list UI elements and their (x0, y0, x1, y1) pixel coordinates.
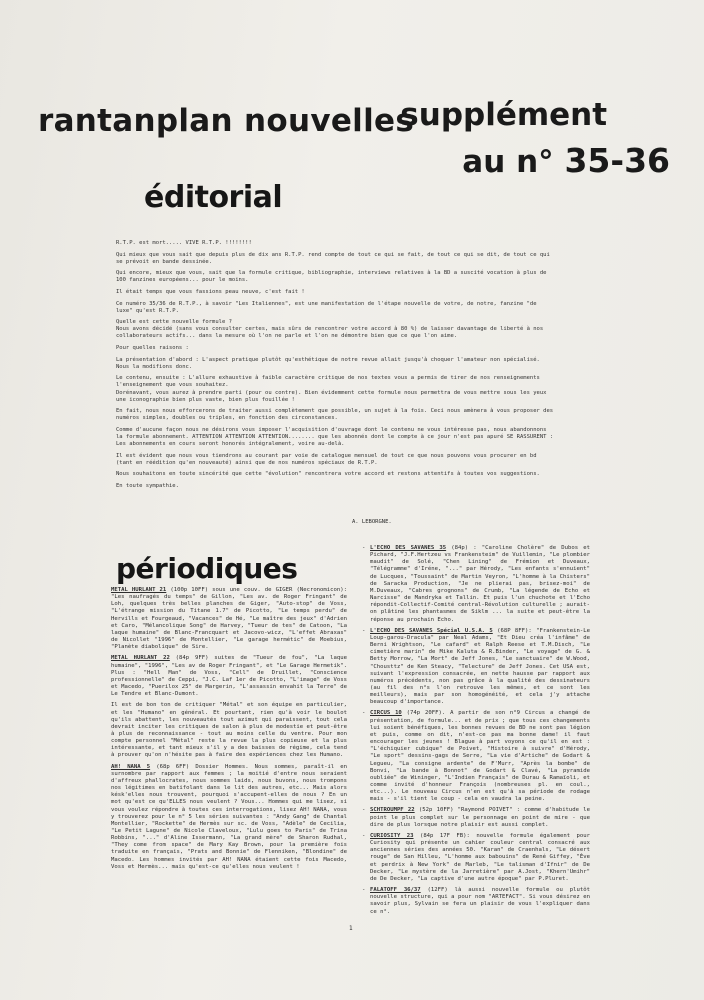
review-body: (52p 10FF) "Raymond POIVET" : comme d'habitude le point le plus complet sur le personnage en point de mire - que dire de plus lorsque notre plaisir est aussi complet. (370, 807, 591, 828)
bullet-dash: - (362, 710, 366, 717)
editorial-paragraph: Qui mieux que vous sait que depuis plus de dix ans R.T.P. rend compte de tout ce qui se fait, de tout ce qui se dit, de tout ce qui se prévoit en bande dessinée. (116, 251, 550, 265)
periodiques-left-column (111, 587, 347, 875)
review-body: (68P 8FF): "Frankenstein-Le Loup-garou-Dracula" par Neal Adams, "Et Dieu créa l'infâme" de Berni Wrightson, "Le cafard" et Ralph Reese et T.M.Disch, "Le cimetière marin" de Mike Kaluta & R.Binder, "Le voyage" de G. & Betty Morrow, "La Mort" de Jeff Jones, "Le sanctuaire" de W.Wood, "Chousttz" de Ken Steacy, "Telecture" de Jeff Jones. Cet USA est, suivant l'expression consacrée, en nette hausse par rapport aux numéros précédents, non pas grâce à la qualité des dessinateurs (au fil des n°s l'on retrouve les mêmes, et ce sont les meilleurs), mais par son homogénéité, et cela j'y attache beaucoup d'importance. (370, 627, 590, 706)
review-title: METAL HURLANT 22 (111, 655, 170, 662)
supplement-label: supplément (400, 97, 608, 133)
review-entry (362, 545, 590, 624)
review-body: (84p) : "Caroline Cholère" de Dubos et Pichard, "J.F.Hertzeu vs Frankensteim" de Vuillemin, "Le plombier maudit" de Solé, "Chen Lining" de Frémion et Duveaux, "Télégramme" d'Iréne, "..." par Hérody, "Les enfants s'ennuient" de Lucques, "Toussaint" de Martin Veyron, "L'homme à la Chisters" de Saracka Production, "Je ne plierai pas, brisez-moi" de M.Duveaux, "Cabres grognons" de Crumb, "La légende de Echo et Narcisse" de Mandryka et Tallin. Et puis l'un chuchote et l'Echo répondit-Collectif-Comité central-Révolution culturelle ; aurait-on plâtiné les phantasmes de Siklm ... la suite et peut-être la réponse au prochain Echo. (370, 545, 590, 623)
review-title: METAL HURLANT 21 (111, 587, 167, 593)
bullet-dash: - (362, 887, 366, 894)
editorial-paragraph: En toute sympathie. (116, 482, 179, 489)
review-title: AH! NANA 5 (111, 763, 151, 770)
editorial-paragraph: Pour quelles raisons : (116, 345, 189, 352)
review-entry (111, 702, 347, 759)
issue-number: 35-36 (564, 141, 670, 180)
review-title: SCHTROUMPF 22 (370, 807, 415, 814)
review-title: CURIOSITY 23 (370, 832, 414, 839)
review-entry (362, 710, 590, 803)
review-entry (362, 833, 590, 883)
magazine-title: rantanplan nouvelles (38, 103, 415, 139)
review-body: (100p 10FF) sous une couv. de GIGER (Necronomicon): "Les naufragés du temps" de Gillon, "Les av. de Roger Fringant" de Loh, quelques très belles planches de Giger, "Auto-stop" de Voss, "L'étrange mission du Titane 1.7" de Picotto, "Le temps perdu" de Hervills et Fourgeaud, "Vacances" de Hé, "Le maître des jeux" d'Adrien et Caro, "Mélancolique Song" de Harvey, "Tueur de tes" de Catoon, "La laque humaine" de Blanc-Francquart et Jacovo-wicz, "L'effet Abraxas" de Nicollet "1996" de Montellier, "Le garage hermétic" de Moebius, "Planète diabolique" de Sire. (111, 587, 347, 651)
editorial-paragraph: Qui encore, mieux que vous, sait que la formule critique, bibliographie, interviews relatives à la BD a suscité vocation à plus de 100 fanzines européens... pour le moins. (116, 270, 547, 284)
bullet-dash: - (362, 807, 366, 814)
page-number: 1 (349, 925, 353, 932)
review-body: Il est de bon ton de critiquer "Métal" et son équipe en particulier, et les "Humano" en général. Et pourtant, rien qu'à voir le boulot qu'ils abattent, les nouveautés tout azimut qui paraissent, tout cela devrait inciter les critiques de salon à plus de modestie et peut-être à plus de reconnaissance - tout au moins celle du ventre. Pour mon compte personnel "Métal" reste la revue la plus copieuse et la plus intéressante, et tant mieux s'il y a des baisses de régime, cela tend à prouver qu'on n'hésite pas à faire des expériences chez les Humano. (111, 702, 347, 759)
editorial-paragraph: La présentation d'abord : L'aspect pratique plutôt qu'esthétique de notre revue allait jusqu'à choquer l'amateur non spécialisé. Nous la modifions donc. (116, 356, 540, 370)
review-entry (111, 764, 347, 871)
editorial-title: éditorial (144, 180, 283, 215)
review-title: L'ECHO DES SAVANES Spécial U.S.A. 5 (370, 627, 493, 634)
editorial-paragraph: Il est évident que nous vous tiendrons au courant par voie de catalogue mensuel de tout ce que nous pouvons vous procurer en bd (tant en réédition qu'en nouveauté) ainsi que de nos numéros spéciaux de R.T.P. (116, 452, 537, 466)
supplement-heading (400, 92, 670, 185)
review-entry (111, 655, 347, 698)
review-body: (12FF) là aussi nouvelle formule ou plutôt nouvelle structure, qui a pour nom "ARTEFACT". Si vous désirez en savoir plus, Sylvain se fera un plaisir de vous l'expliquer dans ce n°. (370, 887, 590, 915)
review-body: (74p 20FF). A partir de son n°9 Circus a changé de présentation, de formule... et de prix ; que tous ces changements lui soient bénéfiques, les bonnes revues de BD ne sont pas légion et puis, comme on dit, n'est-ce pas ma bonne dame! il faut encourager les jeunes ! Blague à part voyons ce qu'il en est : "L'échiquier cubique" de Poivet, "Histoire à suivre" d'Hérody, "Le sport" dessins-gags de Serre, "La vie d'Artiche" de Godart & Legueu, "La consigne ardente" de F'Murr, "Après la bombe" de Bonvi, "La bande à Bonnot" de Godart & Clavé, "La pyramide oubliée" de Wininger, "L'Indien Français" de Durau & Ramaïoli, et comme invité d'honneur François (nombreuses pl. en coul., etc...). Le nouveau Circus n'en est qu'à sa période de rodage mais - s'il tient le coup - cela en vaudra la peine. (370, 710, 590, 803)
issue-line (400, 138, 670, 185)
review-entry (362, 628, 590, 707)
review-body: (84p 9FF) suites de "Tueur de fou", "La laque humaine", "1996", "Les av de Roger Fringant", et "Le Garage Hermetik". Plus : "Hell Man" de Voss, "Cell" de Druillet, "Conscience professionnelle" de Ceppi, "J.C. Laf 1er de Picotto, "L'image" de Voss et Macedo, "Puerilox 25" de Margerin, "L'assassin envahit la Terre" de Le Tendre et Blanc-Dumont. (111, 655, 347, 698)
review-title: L'ECHO DES SAVANES 35 (370, 545, 447, 551)
bullet-dash: - (362, 832, 366, 839)
editorial-paragraph: Nous souhaitons en toute sincérité que cette "évolution" rencontrera votre accord et restons attentifs à toutes vos suggestions. (116, 471, 540, 478)
review-body: (68p 6FF) Dossier Hommes. Nous sommes, paraît-il en surnombre par rapport aux femmes ; la moitié d'entre nous seraient d'affreux phallocrates, nous sommes laids, nous buvons, nous trompons nos légitimes en batifolant dans le lit des autres, etc... Mais alors késk'elles nous trouvent, pourquoi s'accupent-elles de nous ? En un mot qu'est ce qu'ELLES nous veulent ? Vous... Hommes qui me lisez, si vous voulez répondre à toutes ces interrogations, lisez AH! NANA, vous y trouverez pour le n° 5 les séries suivantes : "Andy Gang" de Chantal Montellier, "Rockette" de Hermès sur sc. de Voss, "Adèle" de Cecilia, "Le Petit Lagune" de Nicole Claveloux, "Lulu goes to Paris" de Trina Robbins, "..." d'Aline Issermann, "La grand mère" de Sharon Rudhal, "They come from space" de Mary Kay Brown, pour la première fois traduite en français, "Prats and Bonnie" de Flenniken, "Blondine" de Macedo. Les hommes invités par AH! NANA étaient cette fois Macedo, Voss et Hermès... mais qu'est-ce qu'elles nous veulent ! (111, 763, 347, 870)
periodiques-title: périodiques (116, 552, 298, 585)
editorial-paragraph: Le contenu, ensuite : L'allure exhaustive à faible caractère critique de nos textes vous a permis de tirer de nos renseignements l'enseignement que vous souhaitez. (116, 375, 540, 389)
review-entry (362, 887, 590, 916)
editorial-paragraph: Dorénavant, vous aurez à prendre parti (pour ou contre). Bien évidemment cette formule nous permettra de vous mettre sous les yeux une iconographie bien plus vaste, bien plus fouillée ! (116, 389, 547, 403)
review-entry (111, 587, 347, 651)
issue-prefix: au n° (462, 144, 554, 180)
bullet-dash: - (362, 627, 366, 634)
editorial-paragraph: Comme d'aucune façon nous ne désirons vous imposer l'acquisition d'ouvrage dont le contenu ne vous intéresse pas, nous abandonnons la formule abonnement. ATTENTION ATTENTION ATTENTION........ que les abonnés dont le compte à ce jour n'est pas apuré SE RASSURENT : Les abonnements en cours seront honorés intégralement, voire au-delà. (116, 426, 554, 448)
review-body: (84p 17F FB): nouvelle formule également pour Curiosity qui présente un cahier couleur central consacré aux anciennes séries des années 50. "Karan" de Craenhals, "Le désert rouge" de San Hilleu, "L'homme aux babouins" de René Giffey, "Ève et perdrix à New York" de Marleb, "Le talisman d'Ifnir" de De Decker, "Le mystère de la Jarretière" par A.Jost, "Khern'Umihr" de De Decker, "La captive d'une autre époque" par P.Pluret. (370, 832, 590, 882)
review-entry (362, 807, 590, 828)
bullet-dash: - (362, 545, 366, 551)
editorial-body (116, 240, 556, 495)
editorial-paragraph: En fait, nous nous efforcerons de traiter aussi complètement que possible, un sujet à la fois. Ceci nous amènera à vous proposer des numéros simples, doubles ou triples, en fonction des circonstances. (116, 408, 554, 422)
review-title: CIRCUS 10 (370, 710, 402, 717)
editorial-paragraph: Ce numéro 35/36 de R.T.P., à savoir "Les Italiennes", est une manifestation de l'étape nouvelle de votre, de notre, fanzine "de luxe" qu'est R.T.P. (116, 300, 537, 314)
editorial-paragraph: Nous avons décidé (sans vous consulter certes, mais sûrs de rencontrer votre accord à 80 %) de laisser davantage de liberté à nos collaborateurs actifs... dans la mesure où l'on ne parle et l'on ne démontre bien que ce que l'on aime. (116, 326, 544, 340)
editorial-signature: A. LEBORGNE. (352, 519, 392, 525)
editorial-paragraph: Quelle est cette nouvelle formule ? (116, 319, 232, 326)
editorial-paragraph: Il était temps que vous fassions peau neuve, c'est fait ! (116, 288, 305, 295)
editorial-paragraph: R.T.P. est mort..... VIVE R.T.P. !!!!!!!! (116, 240, 252, 246)
periodiques-right-column (362, 545, 590, 920)
review-title: FALATOFF 36/37 (370, 887, 421, 894)
